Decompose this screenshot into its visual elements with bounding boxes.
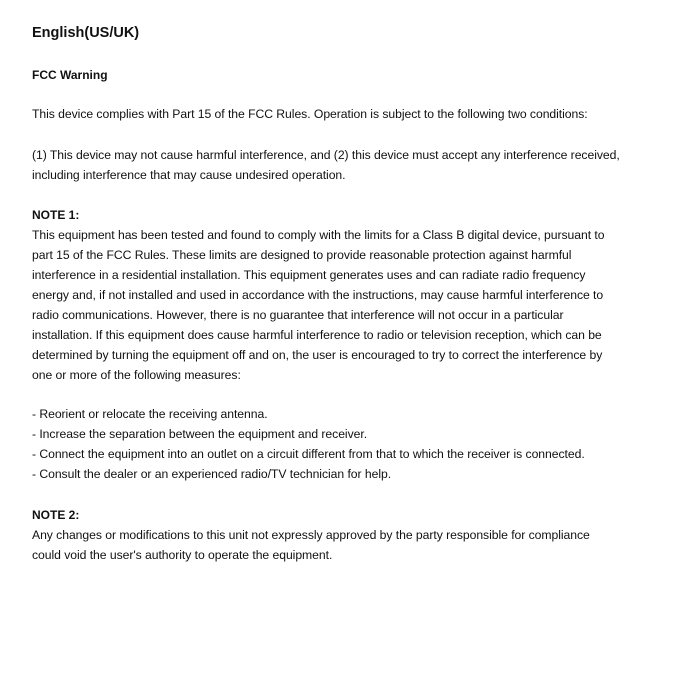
compliance-statement (32, 104, 662, 124)
conditions-line: (1) This device may not cause harmful interference, and (2) this device must accept any interference received, (32, 148, 620, 162)
fcc-warning-heading: FCC Warning (32, 68, 108, 82)
measure-item: - Reorient or relocate the receiving antenna. (32, 407, 268, 421)
conditions-line: including interference that may cause undesired operation. (32, 168, 346, 182)
compliance-line: This device complies with Part 15 of the FCC Rules. Operation is subject to the following two conditions: (32, 107, 588, 121)
note1-line: determined by turning the equipment off and on, the user is encouraged to try to correct the interference by (32, 348, 603, 362)
note1-line: radio communications. However, there is no guarantee that interference will not occur in a particular (32, 308, 564, 322)
conditions-paragraph (32, 145, 662, 185)
note1-line: installation. If this equipment does cause harmful interference to radio or television reception, which can be (32, 328, 602, 342)
note2-heading: NOTE 2: (32, 508, 80, 522)
note1-heading: NOTE 1: (32, 208, 80, 222)
note1-line: energy and, if not installed and used in accordance with the instructions, may cause harmful interference to (32, 288, 604, 302)
note1-paragraph (32, 225, 662, 385)
note2-line: could void the user's authority to operate the equipment. (32, 548, 333, 562)
measures-list (32, 404, 585, 484)
measure-item: - Consult the dealer or an experienced radio/TV technician for help. (32, 467, 392, 481)
note1-line: part 15 of the FCC Rules. These limits are designed to provide reasonable protection against harmful (32, 248, 572, 262)
language-title: English(US/UK) (32, 25, 140, 41)
note1-line: This equipment has been tested and found to comply with the limits for a Class B digital device, pursuant to (32, 228, 605, 242)
note2-paragraph (32, 525, 662, 565)
measure-item: - Connect the equipment into an outlet on a circuit different from that to which the receiver is connected. (32, 447, 585, 461)
note1-line: one or more of the following measures: (32, 368, 241, 382)
note1-line: interference in a residential installation. This equipment generates uses and can radiate radio frequency (32, 268, 586, 282)
note2-line: Any changes or modifications to this unit not expressly approved by the party responsible for compliance (32, 528, 590, 542)
measure-item: - Increase the separation between the equipment and receiver. (32, 427, 368, 441)
